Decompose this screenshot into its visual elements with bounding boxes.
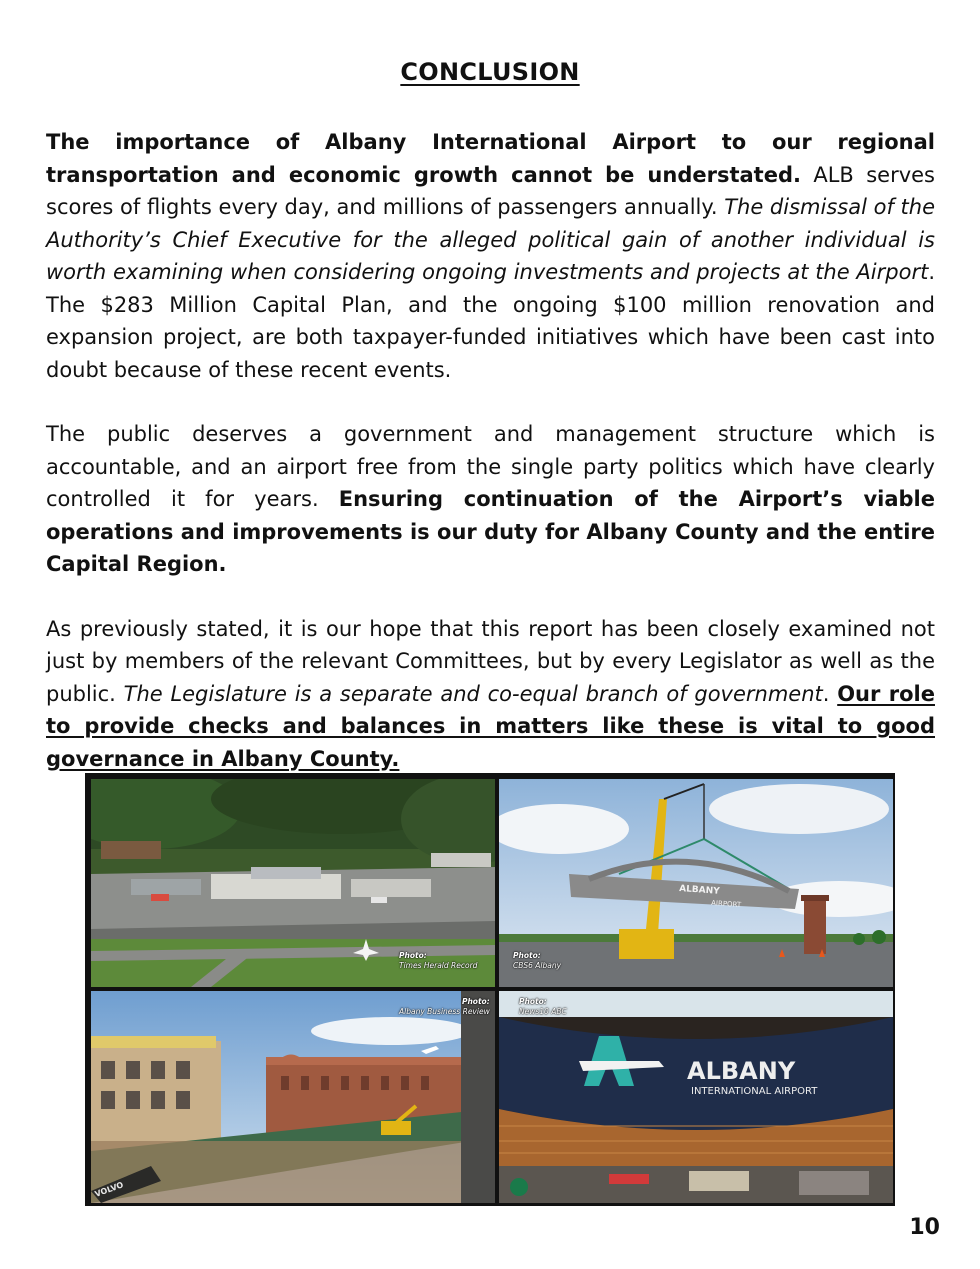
- photo1-credit-label: Photo:: [399, 951, 427, 960]
- photo3-credit-source: Albany Business Review: [399, 1007, 490, 1016]
- paragraph3-text1: As previously stated, it is our hope that this report has been closely examined not just by members of the relevant Committees, but by every Legislator as well as the public.: [46, 616, 935, 706]
- gateway-sign-text2: AIRPORT: [710, 899, 742, 910]
- photo1-credit-source: Times Herald Record: [399, 961, 478, 970]
- photo2-credit-label: Photo:: [513, 951, 541, 960]
- airport-aerial-photo: [91, 779, 495, 987]
- photo3-credit-label: Photo:: [461, 997, 490, 1006]
- gateway-sign-photo: [499, 779, 893, 987]
- terminal-interior-sign-photo: [499, 991, 893, 1203]
- paragraph1-text2: . The $283 Million Capital Plan, and the ongoing $100 million renovation and expansion project, are both taxpayer-funded initiatives which have been cast into doubt because of these recent events.: [46, 260, 935, 382]
- terminal-sign-text2: INTERNATIONAL AIRPORT: [691, 1086, 818, 1097]
- photo2-credit: [513, 951, 561, 971]
- paragraph3-text2: .: [822, 681, 838, 706]
- photo4-credit-label: Photo:: [519, 997, 547, 1006]
- paragraph1-italic: The dismissal of the Authority’s Chief Executive for the alleged political gain of another individual is worth examining when considering ongoing investments and projects at the Airport: [46, 195, 935, 284]
- page-title: CONCLUSION: [400, 58, 580, 86]
- paragraph1-bold-intro: The importance of Albany International Airport to our regional transportation and economic growth cannot be understated.: [46, 130, 935, 187]
- paragraph2-bold: Ensuring continuation of the Airport’s viable operations and improvements is our duty for Albany County and the entire Capital Region.: [46, 487, 935, 576]
- paragraph3-bold-underline: Our role to provide checks and balances in matters like these is vital to good governance in Albany County.: [46, 681, 935, 771]
- terminal-sign-text1: ALBANY: [687, 1057, 796, 1085]
- photo1-credit: [399, 951, 477, 971]
- paragraph1-text1: ALB serves scores of flights every day, and millions of passengers annually.: [46, 162, 935, 219]
- conclusion-body: [46, 126, 935, 807]
- page-number: 10: [909, 1215, 940, 1240]
- gateway-sign-text1: ALBANY: [678, 884, 720, 897]
- paragraph3-italic: The Legislature is a separate and co-equal branch of government: [123, 681, 823, 706]
- paragraph-legislature: [46, 613, 935, 776]
- paragraph2-text: The public deserves a government and management structure which is accountable, and an airport free from the single party politics which have clearly controlled it for years.: [46, 422, 935, 511]
- photo4-credit-source: News10 ABC: [519, 1007, 567, 1016]
- photo2-credit-source: CBS6 Albany: [513, 961, 562, 970]
- photo3-credit: [399, 997, 490, 1017]
- paragraph-importance: [46, 126, 935, 386]
- excavator-brand-text: VOLVO: [93, 1180, 125, 1199]
- photo-collage: [85, 773, 895, 1206]
- photo4-credit: [519, 997, 567, 1017]
- paragraph-public: [46, 418, 935, 581]
- terminal-construction-photo: [91, 991, 495, 1203]
